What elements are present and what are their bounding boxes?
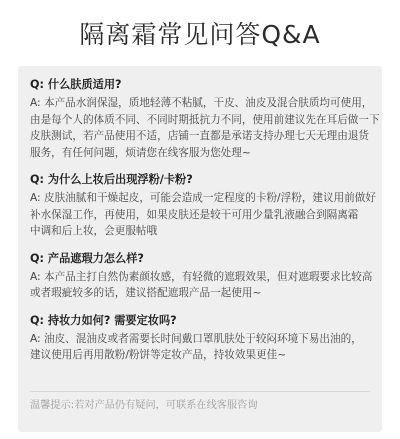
faq-answer (30, 269, 373, 302)
faq-question: Q: 为什么上妆后出现浮粉/卡粉? (30, 173, 193, 186)
faq-answer (30, 190, 376, 240)
faq-answer (30, 95, 380, 161)
faq-answer-line: 补水保湿工作，再使用，如果皮肤还是较干可用少量乳液融合到隔离霜 (30, 208, 359, 221)
faq-question: Q: 持妆力如何? 需要定妆吗? (30, 313, 177, 327)
faq-answer-line: 建议使用后再用散粉/粉饼等定妆产品，持妆效果更佳~ (30, 349, 287, 361)
faq-item (30, 251, 373, 302)
faq-list (30, 77, 380, 364)
faq-answer-line: 或者瑕疵较多的话，建议搭配遮瑕产品一起使用~ (30, 287, 262, 299)
faq-answer-line: 服务，有任何问题，烦请您在线客服为您处理~ (30, 146, 251, 159)
faq-answer-line: 皮肤测试，若产品使用不适，店铺一直都是承诺支持办理七天无理由退货 (30, 130, 369, 142)
faq-answer (30, 331, 370, 364)
faq-answer-line: 中调和后上妆，会更服帖哦 (30, 225, 158, 237)
faq-item (30, 172, 376, 240)
faq-question: Q: 产品遮瑕力怎么样? (30, 251, 144, 265)
faq-answer-line: 由是每个人的体质不同、不同时期抵抗力不同，使用前建议先在耳后做一下 (30, 113, 380, 126)
faq-item (30, 313, 370, 364)
page-title: 隔离霜常见问答Q&A (79, 20, 321, 49)
divider (30, 391, 370, 392)
faq-item (30, 77, 380, 161)
footer-tip: 温馨提示:若对产品仍有疑问，可联系在线客服咨询 (30, 400, 258, 411)
faq-question: Q: 什么肤质适用? (30, 78, 122, 91)
faq-answer-line: A: 本产品水润保湿，质地轻薄不粘腻，干皮、油皮及混合肤质均可使用， (30, 97, 373, 109)
faq-answer-line: A: 油皮、混油皮或者需要长时间戴口罩肌肤处于较闷环境下易出油的， (30, 332, 362, 345)
faq-answer-line: A: 本产品主打自然伪素颜妆感，有轻微的遮瑕效果，但对遮瑕要求比较高 (30, 270, 373, 283)
faq-panel (18, 66, 382, 432)
faq-answer-line: A: 皮肤油腻和干燥起皮，可能会造成一定程度的卡粉/浮粉，建议用前做好 (30, 192, 376, 204)
